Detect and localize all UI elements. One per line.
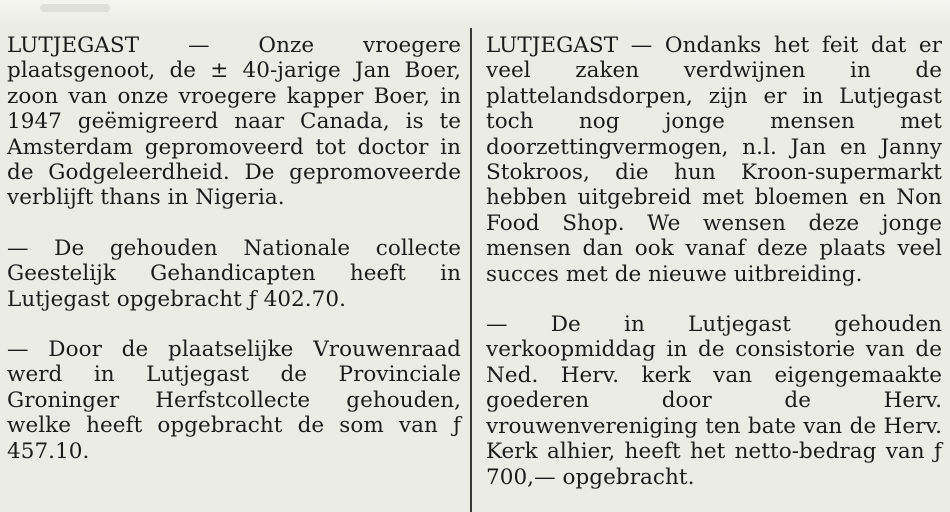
left-paragraph-1: LUTJEGAST — Onze vroegere plaatsgenoot, de ± 40-jarige Jan Boer, zoon van onze vroegere kapper Boer, in 1947 geëmigreerd naar Canada, is te Amsterdam gepromoveerd tot doctor in de Godgeleerdheid. De gepromoveerde verblijft thans in Nigeria. — [7, 33, 461, 211]
left-paragraph-3: — Door de plaatselijke Vrouwenraad werd in Lutjegast de Provinciale Groninger Herfstcollecte gehouden, welke heeft opgebracht de som van ƒ 457.10. — [7, 337, 461, 464]
paragraph-spacer — [7, 211, 461, 236]
clipping-top-edge — [0, 0, 950, 26]
paragraph-spacer — [7, 312, 461, 337]
right-paragraph-2: — De in Lutjegast gehouden verkoopmiddag in de consistorie van de Ned. Herv. kerk van eigengemaakte goederen door de Herv. vrouwenvereniging ten bate van de Herv. Kerk alhier, heeft het netto-bedrag van ƒ 700,— opgebracht. — [486, 312, 942, 490]
right-article-column — [486, 33, 942, 490]
left-paragraph-2: — De gehouden Nationale collecte Geestelijk Gehandicapten heeft in Lutjegast opgebracht ƒ 402.70. — [7, 235, 461, 312]
left-article-column — [7, 33, 461, 464]
paragraph-spacer — [486, 287, 942, 312]
faint-ink-smudge — [40, 4, 110, 12]
right-paragraph-1: LUTJEGAST — Ondanks het feit dat er veel zaken verdwijnen in de plattelandsdorpen, zijn er in Lutjegast toch nog jonge mensen met doorzettingvermogen, n.l. Jan en Janny Stokroos, die hun Kroon-supermarkt hebben uitgebreid met bloemen en Non Food Shop. We wensen deze jonge mensen dan ook vanaf deze plaats veel succes met de nieuwe uitbreiding. — [486, 33, 942, 287]
column-divider-line — [470, 28, 472, 512]
